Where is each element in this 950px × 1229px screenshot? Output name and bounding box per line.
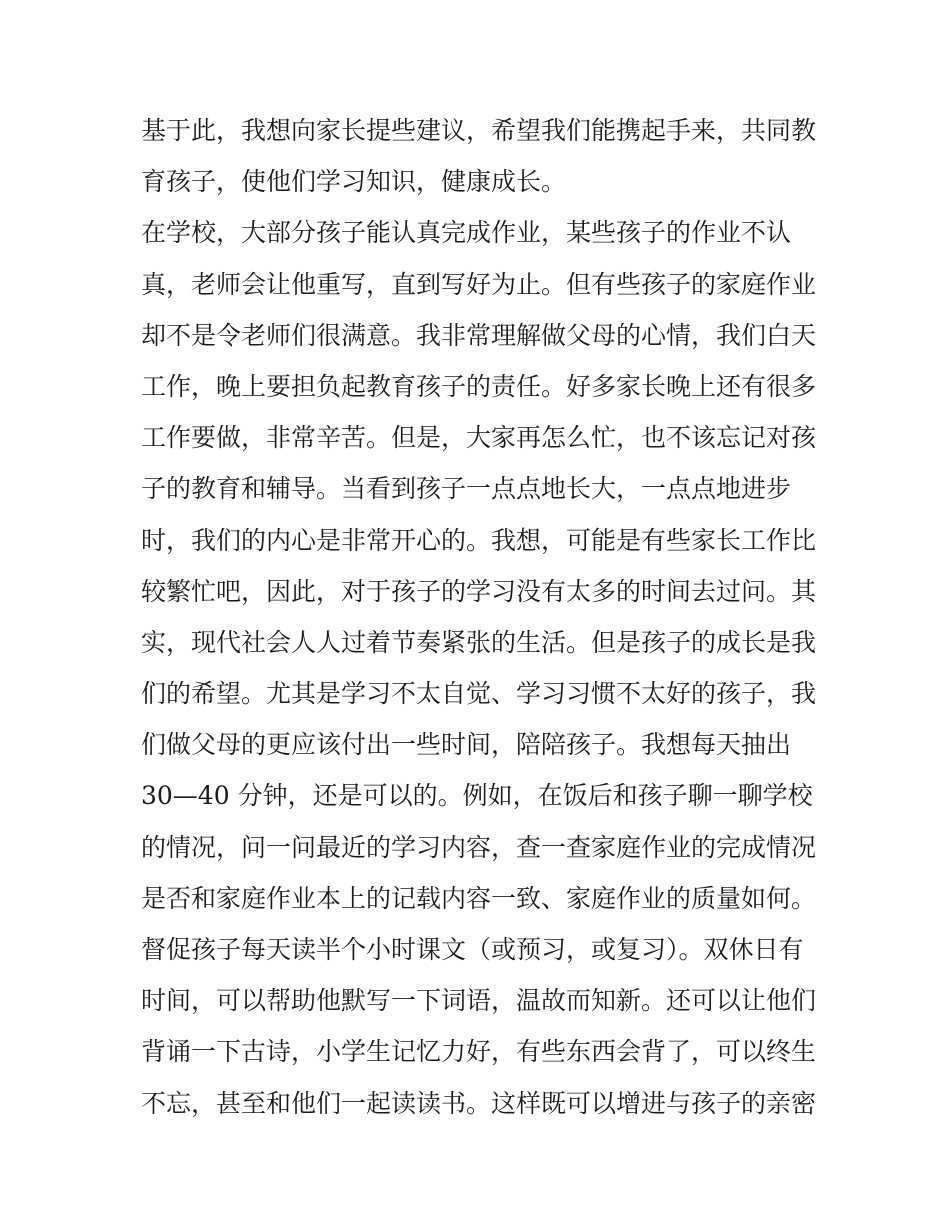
text-line-15: 的情况，问一问最近的学习内容，查一查家庭作业的完成情况 bbox=[141, 832, 817, 862]
text-line-20: 不忘，甚至和他们一起读读书。这样既可以增进与孩子的亲密 bbox=[141, 1088, 817, 1118]
text-line-18: 时间，可以帮助他默写一下词语，温故而知新。还可以让他们 bbox=[141, 986, 817, 1016]
text-line-16: 是否和家庭作业本上的记载内容一致、家庭作业的质量如何。 bbox=[141, 883, 817, 913]
text-line-19: 背诵一下古诗，小学生记忆力好，有些东西会背了，可以终生 bbox=[141, 1037, 817, 1067]
text-line-8: 子的教育和辅导。当看到孩子一点点地长大，一点点地进步 bbox=[141, 474, 792, 504]
text-line-5: 却不是令老师们很满意。我非常理解做父母的心情，我们白天 bbox=[141, 320, 817, 350]
text-line-6: 工作，晚上要担负起教育孩子的责任。好多家长晚上还有很多 bbox=[141, 371, 817, 401]
text-line-10: 较繁忙吧，因此，对于孩子的学习没有太多的时间去过问。其 bbox=[141, 576, 817, 606]
text-line-17: 督促孩子每天读半个小时课文（或预习，或复习）。双休日有 bbox=[141, 935, 804, 964]
text-line-13: 们做父母的更应该付出一些时间，陪陪孩子。我想每天抽出 bbox=[141, 730, 792, 760]
text-line-11: 实，现代社会人人过着节奏紧张的生活。但是孩子的成长是我 bbox=[141, 627, 817, 657]
text-line-14: 30—40 分钟，还是可以的。例如，在饭后和孩子聊一聊学校 bbox=[141, 781, 813, 811]
text-line-2: 育孩子，使他们学习知识，健康成长。 bbox=[141, 167, 567, 197]
text-line-4: 真，老师会让他重写，直到写好为止。但有些孩子的家庭作业 bbox=[141, 269, 817, 299]
text-line-12: 们的希望。尤其是学习不太自觉、学习习惯不太好的孩子，我 bbox=[141, 679, 817, 709]
text-line-3: 在学校，大部分孩子能认真完成作业，某些孩子的作业不认 bbox=[141, 218, 792, 248]
body-text bbox=[141, 111, 831, 1135]
text-line-1: 基于此，我想向家长提些建议，希望我们能携起手来，共同教 bbox=[141, 116, 817, 145]
text-line-7: 工作要做，非常辛苦。但是，大家再怎么忙，也不该忘记对孩 bbox=[141, 423, 817, 453]
text-line-9: 时，我们的内心是非常开心的。我想，可能是有些家长工作比 bbox=[141, 525, 817, 555]
